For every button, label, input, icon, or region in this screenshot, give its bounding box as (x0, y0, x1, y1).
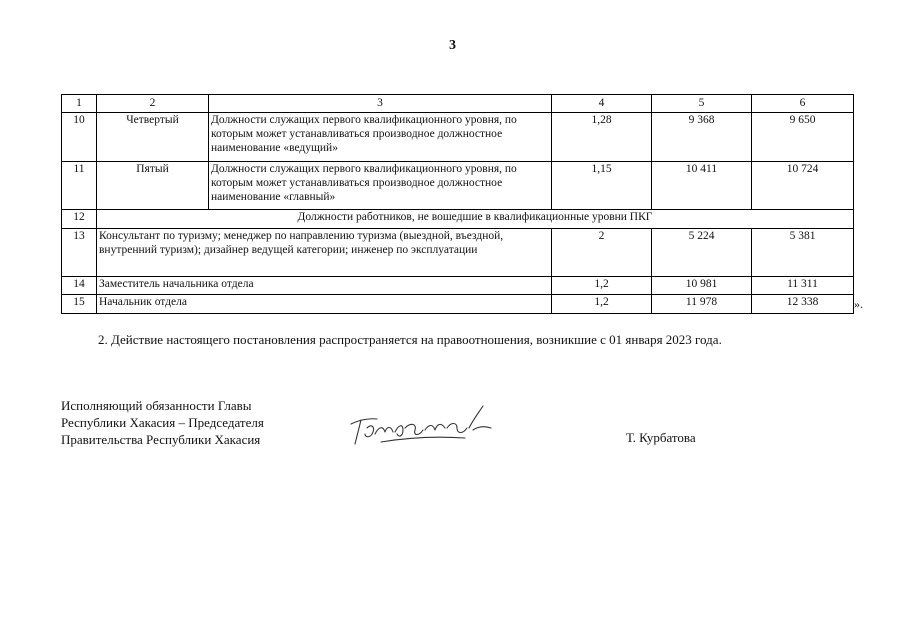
position-description: Консультант по туризму; менеджер по направлению туризма (выездной, въездной, внутренний туризм); дизайнер ведущей категории; инженер по эксплуатации (97, 229, 552, 277)
row-number: 14 (62, 277, 97, 295)
salary-value: 9 368 (652, 113, 752, 162)
signatory-title-line: Республики Хакасия – Председателя (61, 415, 264, 430)
row-number: 10 (62, 113, 97, 162)
row-number: 15 (62, 295, 97, 314)
position-description: Должности служащих первого квалификационного уровня, по которым может устанавливаться производное должностное наименование «ведущий» (209, 113, 552, 162)
coefficient: 1,28 (552, 113, 652, 162)
section-heading: Должности работников, не вошедшие в квалификационные уровни ПКГ (97, 210, 854, 229)
row-number: 13 (62, 229, 97, 277)
qualification-level: Четвертый (97, 113, 209, 162)
header-cell: 5 (652, 95, 752, 113)
salary-value: 11 311 (752, 277, 854, 295)
effective-date-paragraph: 2. Действие настоящего постановления распространяется на правоотношения, возникшие с 01 января 2023 года. (98, 332, 722, 347)
coefficient: 1,2 (552, 295, 652, 314)
header-cell: 3 (209, 95, 552, 113)
salary-table (61, 94, 854, 314)
table-row (62, 229, 854, 277)
row-number: 12 (62, 210, 97, 229)
table-row (62, 113, 854, 162)
salary-value: 11 978 (652, 295, 752, 314)
header-cell: 2 (97, 95, 209, 113)
salary-value: 12 338 (752, 295, 854, 314)
qualification-level: Пятый (97, 162, 209, 210)
signatory-name: Т. Курбатова (626, 430, 696, 445)
position-description: Начальник отдела (97, 295, 552, 314)
position-description: Должности служащих первого квалификационного уровня, по которым может устанавливаться производное должностное наименование «главный» (209, 162, 552, 210)
signatory-title-line: Правительства Республики Хакасия (61, 432, 261, 447)
header-cell: 4 (552, 95, 652, 113)
position-description: Заместитель начальника отдела (97, 277, 552, 295)
handwritten-signature (345, 398, 495, 454)
header-cell: 6 (752, 95, 854, 113)
table-row (62, 295, 854, 314)
coefficient: 1,15 (552, 162, 652, 210)
table-row (62, 162, 854, 210)
row-number: 11 (62, 162, 97, 210)
signatory-title-line: Исполняющий обязанности Главы (61, 398, 252, 413)
table-section-row (62, 210, 854, 229)
salary-value: 5 224 (652, 229, 752, 277)
signatory-title (61, 397, 264, 448)
salary-value: 9 650 (752, 113, 854, 162)
salary-value: 5 381 (752, 229, 854, 277)
page-number: 3 (449, 38, 456, 53)
closing-quote: ». (854, 297, 863, 311)
coefficient: 2 (552, 229, 652, 277)
table-row (62, 277, 854, 295)
salary-value: 10 981 (652, 277, 752, 295)
salary-value: 10 724 (752, 162, 854, 210)
coefficient: 1,2 (552, 277, 652, 295)
header-cell: 1 (62, 95, 97, 113)
table-header-row (62, 95, 854, 113)
salary-value: 10 411 (652, 162, 752, 210)
